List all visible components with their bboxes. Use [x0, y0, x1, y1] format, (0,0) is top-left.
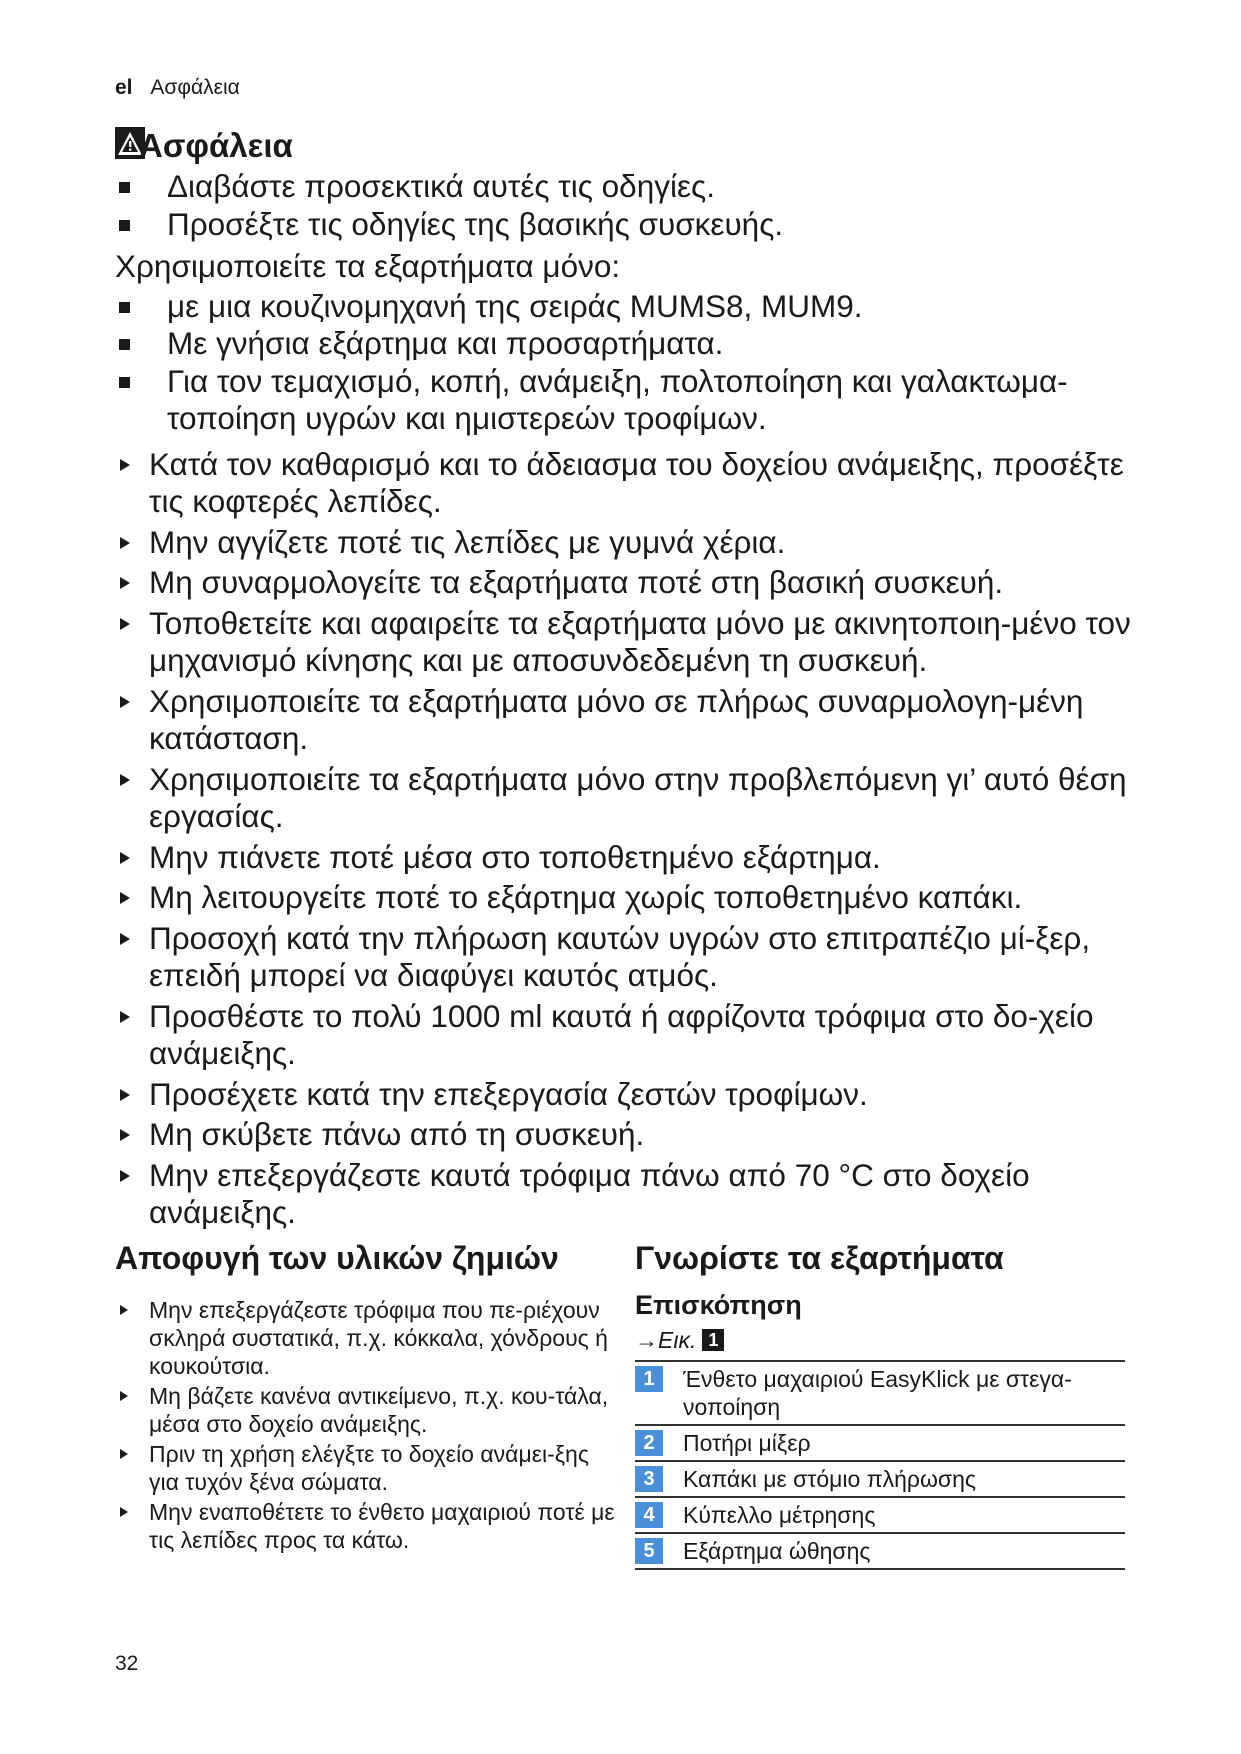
overview-subheading: Επισκόπηση [635, 1290, 802, 1320]
damage-item: Πριν τη χρήση ελέγξτε το δοχείο ανάμει-ξης για τυχόν ξένα σώματα. [115, 1440, 625, 1496]
damage-item: Μη βάζετε κανένα αντικείμενο, π.χ. κου-τάλα, μέσα στο δοχείο ανάμειξης. [115, 1382, 625, 1438]
warning-item: Μην επεξεργάζεστε καυτά τρόφιμα πάνω από 70 °C στο δοχείο ανάμειξης. [115, 1157, 1160, 1232]
damage-heading: Αποφυγή των υλικών ζημιών [115, 1240, 559, 1276]
list-item: Διαβάστε προσεκτικά αυτές τις οδηγίες. [115, 168, 1160, 206]
part-number-badge: 2 [635, 1430, 663, 1456]
part-label: Ποτήρι μίξερ [683, 1430, 811, 1456]
table-row [635, 1362, 1125, 1426]
table-row [635, 1426, 1125, 1462]
usage-list [115, 288, 1160, 438]
safety-title: Ασφάλεια [139, 127, 293, 164]
warning-item: Μη λειτουργείτε ποτέ το εξάρτημα χωρίς τοποθετημένο καπάκι. [115, 879, 1160, 917]
warning-item: Χρησιμοποιείτε τα εξαρτήματα μόνο σε πλήρως συναρμολογη-μένη κατάσταση. [115, 683, 1160, 758]
warning-item: Προσθέστε το πολύ 1000 ml καυτά ή αφρίζοντα τρόφιμα στο δο-χείο ανάμειξης. [115, 998, 1160, 1073]
parts-heading: Γνωρίστε τα εξαρτήματα [635, 1240, 1004, 1276]
safety-heading [115, 124, 1160, 168]
intro-list [115, 168, 1160, 243]
part-label: Εξάρτημα ώθησης [683, 1538, 871, 1564]
part-number-badge: 5 [635, 1538, 663, 1564]
arrow-right-icon: → [635, 1326, 658, 1353]
table-row [635, 1498, 1125, 1534]
section-name: Ασφάλεια [150, 76, 240, 99]
list-item: Για τον τεμαχισμό, κοπή, ανάμειξη, πολτοποίηση και γαλακτωμα-τοποίηση υγρών και ημιστερεών τροφίμων. [115, 363, 1160, 438]
warning-item: Μη συναρμολογείτε τα εξαρτήματα ποτέ στη βασική συσκευή. [115, 564, 1160, 602]
page-number: 32 [115, 1652, 139, 1675]
warning-item: Μη σκύβετε πάνω από τη συσκευή. [115, 1116, 1160, 1154]
figure-label: Εικ. [658, 1326, 697, 1353]
warning-list [115, 446, 1160, 1232]
list-item: με μια κουζινομηχανή της σειράς MUMS8, MUM9. [115, 288, 1160, 326]
part-label: Καπάκι με στόμιο πλήρωσης [683, 1466, 976, 1492]
page-header [115, 76, 240, 100]
part-label: Ένθετο μαχαιριού EasyKlick με στεγα-νοποίηση [683, 1366, 1072, 1420]
warning-item: Μην πιάνετε ποτέ μέσα στο τοποθετημένο εξάρτημα. [115, 839, 1160, 877]
damage-section [115, 1238, 625, 1556]
list-item: Με γνήσια εξάρτημα και προσαρτήματα. [115, 325, 1160, 363]
warning-item: Προσοχή κατά την πλήρωση καυτών υγρών στο επιτραπέζιο μί-ξερ, επειδή μπορεί να διαφύγει καυτός ατμός. [115, 920, 1160, 995]
table-row [635, 1534, 1125, 1570]
damage-item: Μην εναποθέτετε το ένθετο μαχαιριού ποτέ με τις λεπίδες προς τα κάτω. [115, 1498, 625, 1554]
part-label: Κύπελλο μέτρησης [683, 1502, 876, 1528]
usage-label: Χρησιμοποιείτε τα εξαρτήματα μόνο: [115, 248, 621, 284]
warning-item: Τοποθετείτε και αφαιρείτε τα εξαρτήματα μόνο με ακινητοποιη-μένο τον μηχανισμό κίνησης και με αποσυνδεδεμένη τη συσκευή. [115, 605, 1160, 680]
list-item: Προσέξτε τις οδηγίες της βασικής συσκευής. [115, 206, 1160, 244]
figure-reference [635, 1324, 1135, 1356]
part-number-badge: 3 [635, 1466, 663, 1492]
damage-item: Μην επεξεργάζεστε τρόφιμα που πε-ριέχουν σκληρά συστατικά, π.χ. κόκκαλα, χόνδρους ή κουκούτσια. [115, 1296, 625, 1380]
warning-item: Χρησιμοποιείτε τα εξαρτήματα μόνο στην προβλεπόμενη γι’ αυτό θέση εργασίας. [115, 761, 1160, 836]
parts-table [635, 1360, 1125, 1570]
language-code: el [115, 76, 133, 99]
part-number-badge: 4 [635, 1502, 663, 1528]
warning-item: Μην αγγίζετε ποτέ τις λεπίδες με γυμνά χέρια. [115, 524, 1160, 562]
part-number-badge: 1 [635, 1366, 663, 1392]
warning-item: Κατά τον καθαρισμό και το άδειασμα του δοχείου ανάμειξης, προσέξτε τις κοφτερές λεπίδες. [115, 446, 1160, 521]
damage-list [115, 1296, 625, 1554]
safety-section [115, 124, 1160, 1232]
warning-item: Προσέχετε κατά την επεξεργασία ζεστών τροφίμων. [115, 1076, 1160, 1114]
figure-number: 1 [702, 1329, 724, 1351]
table-row [635, 1462, 1125, 1498]
parts-section [635, 1238, 1135, 1570]
